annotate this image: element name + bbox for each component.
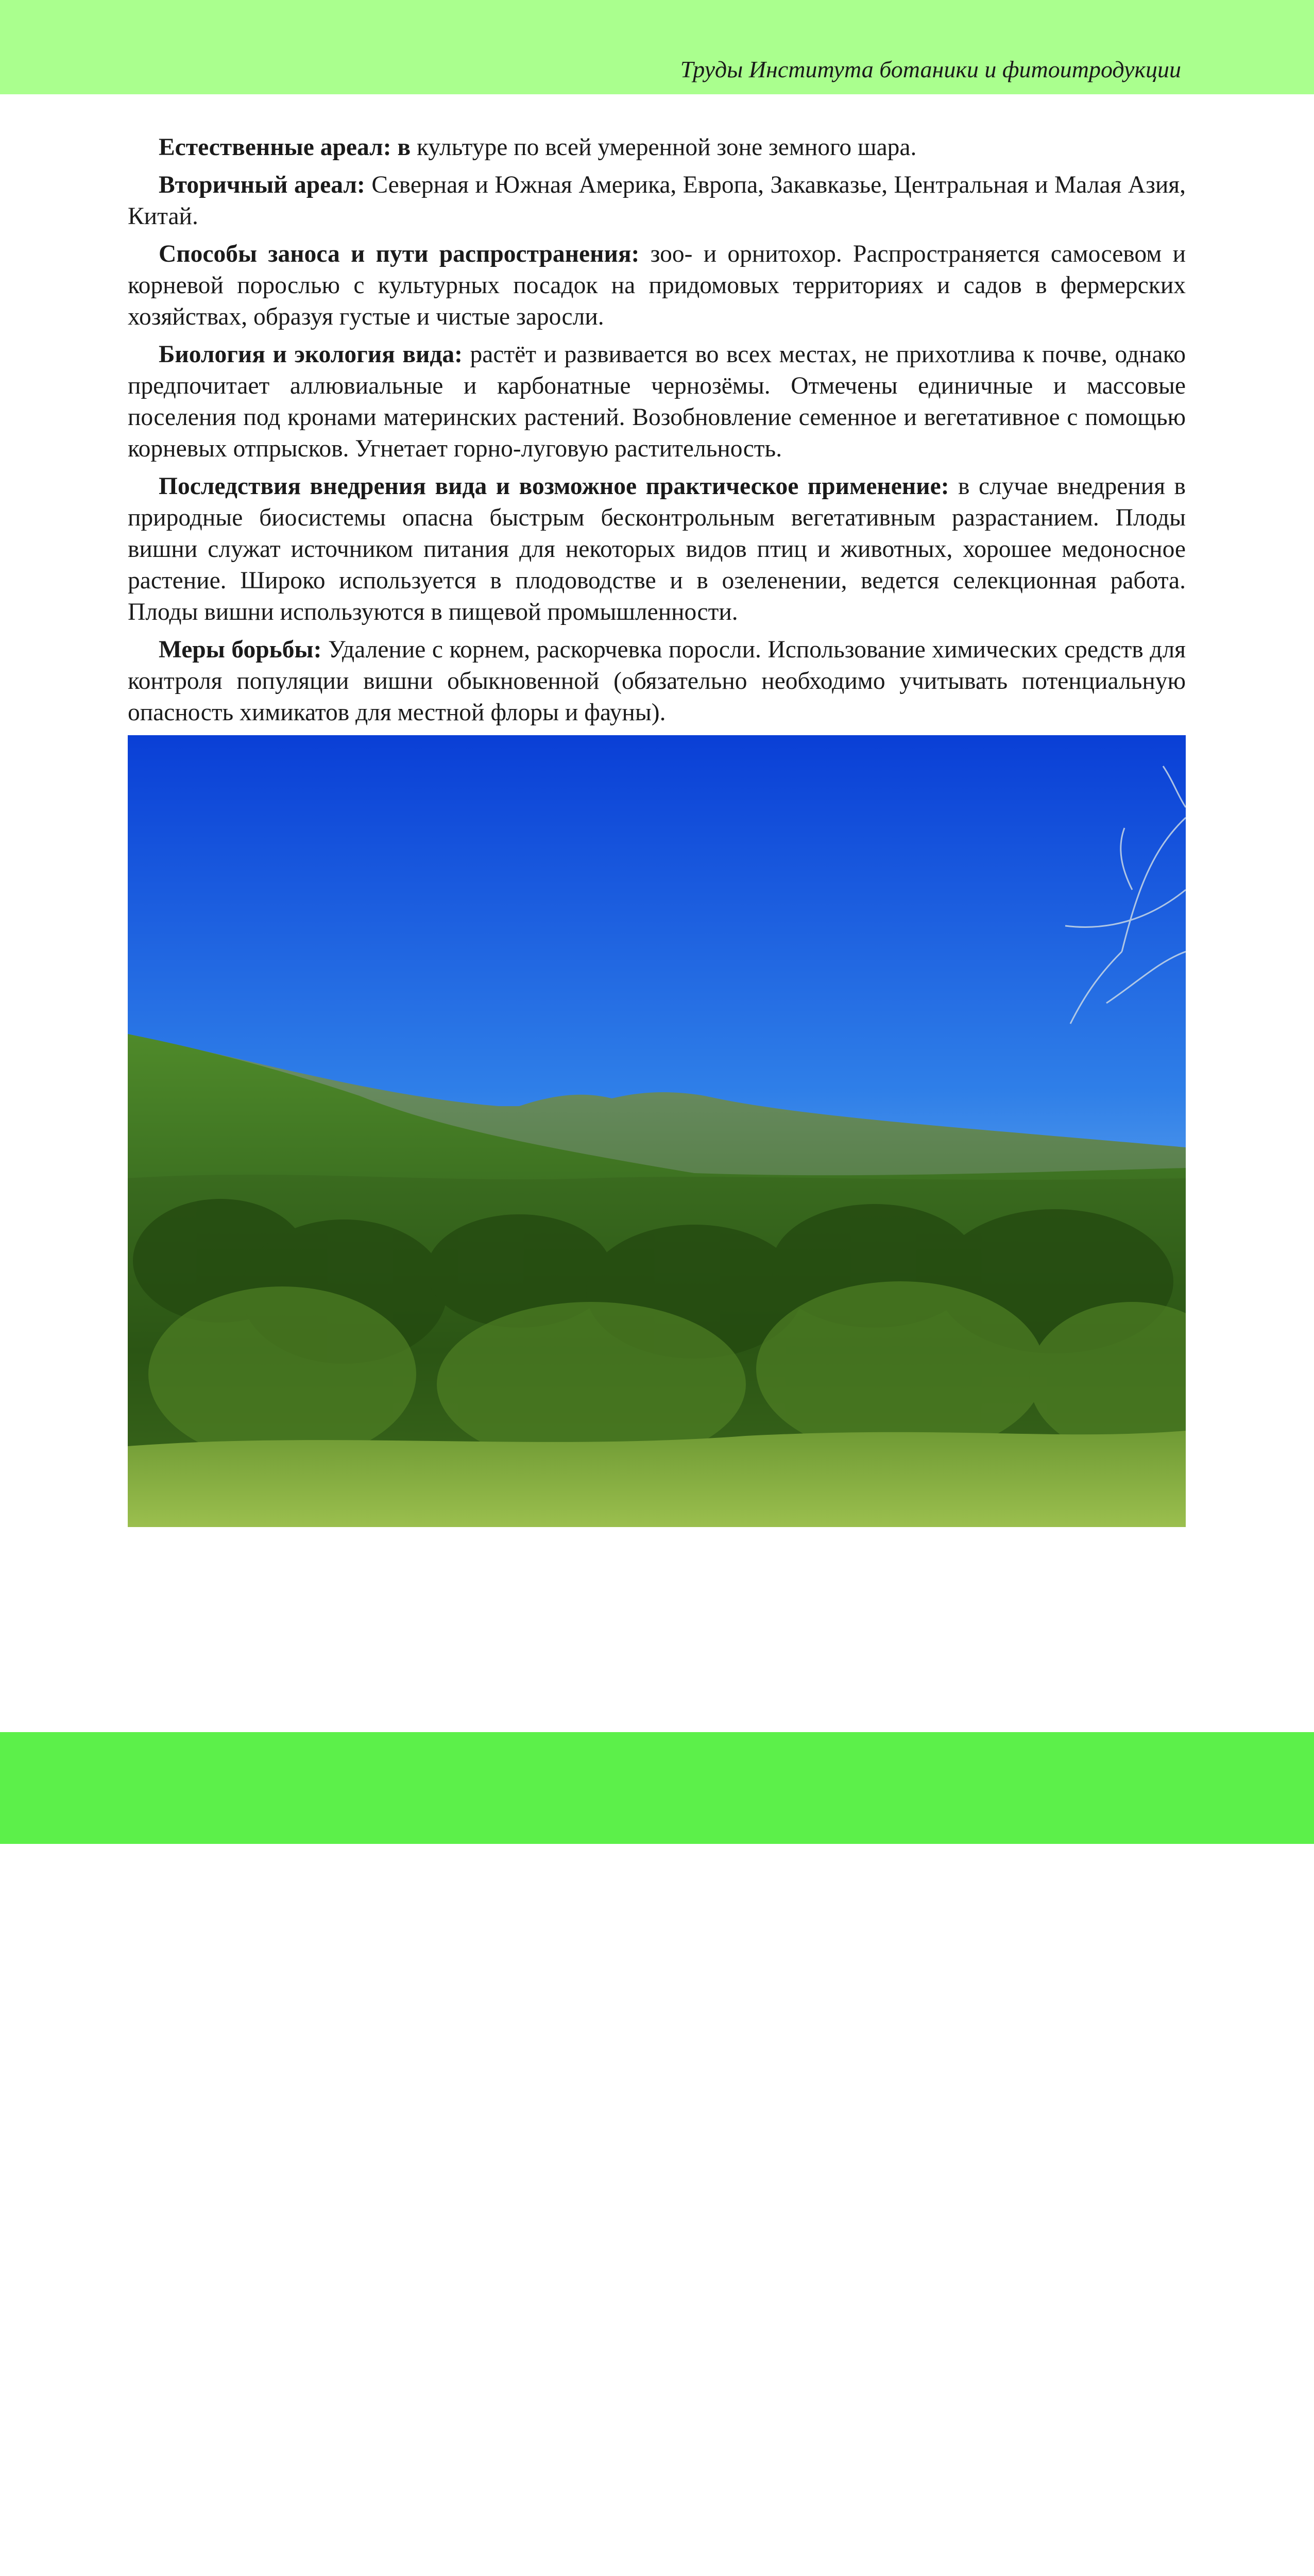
paragraph-consequences — [128, 471, 1186, 628]
paragraph-biology-ecology — [128, 339, 1186, 465]
paragraph-heading: Вторичный ареал: — [159, 172, 365, 198]
journal-title: Труды Института ботаники и фитоитродукции — [680, 56, 1181, 82]
paragraph-secondary-range — [128, 170, 1186, 232]
paragraph-control-measures — [128, 634, 1186, 728]
paragraph-text: зоо- и орнитохор. Распространяется самосевом и корневой порослью с культурных посадок на придомовых территориях и садов в фермерских хозяйствах, образуя густые и чистые заросли. — [128, 241, 1186, 330]
paragraph-text: Удаление с корнем, раскорчевка поросли. Использование химических средств для контроля популяции вишни обыкновенной (обязательно необходимо учитывать потенциальную опасность химикатов для местной флоры и фауны). — [128, 636, 1186, 726]
footer-band — [0, 1732, 1314, 1844]
meadow-grass — [128, 1431, 1186, 1527]
paragraph-heading: Естественные ареал: в — [159, 134, 411, 161]
header-band — [0, 0, 1314, 94]
paragraph-text: культуре по всей умеренной зоне земного шара. — [411, 134, 917, 161]
paragraph-spread-pathways — [128, 239, 1186, 333]
paragraph-heading: Последствия внедрения вида и возможное практическое применение: — [159, 473, 949, 500]
paragraph-text: в случае внедрения в природные биосистемы опасна быстрым бесконтрольным вегетативным разрастанием. Плоды вишни служат источником питания для некоторых видов птиц и животных, хорошее медоносное растение. Широко используется в плодоводстве и в озеленении, ведется селекционная работа. Плоды вишни используются в пищевой промышленности. — [128, 473, 1186, 625]
paragraph-text: Северная и Южная Америка, Европа, Закавказье, Центральная и Малая Азия, Китай. — [128, 172, 1186, 230]
paragraph-heading: Меры борьбы: — [159, 636, 322, 663]
paragraph-heading: Биология и экология вида: — [159, 341, 463, 368]
article-text — [128, 132, 1186, 735]
paragraph-heading: Способы заноса и пути распространения: — [159, 241, 640, 267]
paragraph-text: растёт и развивается во всех местах, не прихотлива к почве, однако предпочитает аллювиальные и карбонатные чернозёмы. Отмечены единичные и массовые поселения под кронами материнских растений. Возобновление семенное и вегетативное с помощью корневых отпрысков. Угнетает горно-луговую растительность. — [128, 341, 1186, 462]
paragraph-native-range — [128, 132, 1186, 163]
landscape-illustration — [128, 735, 1186, 1527]
landscape-photo — [128, 735, 1186, 1527]
